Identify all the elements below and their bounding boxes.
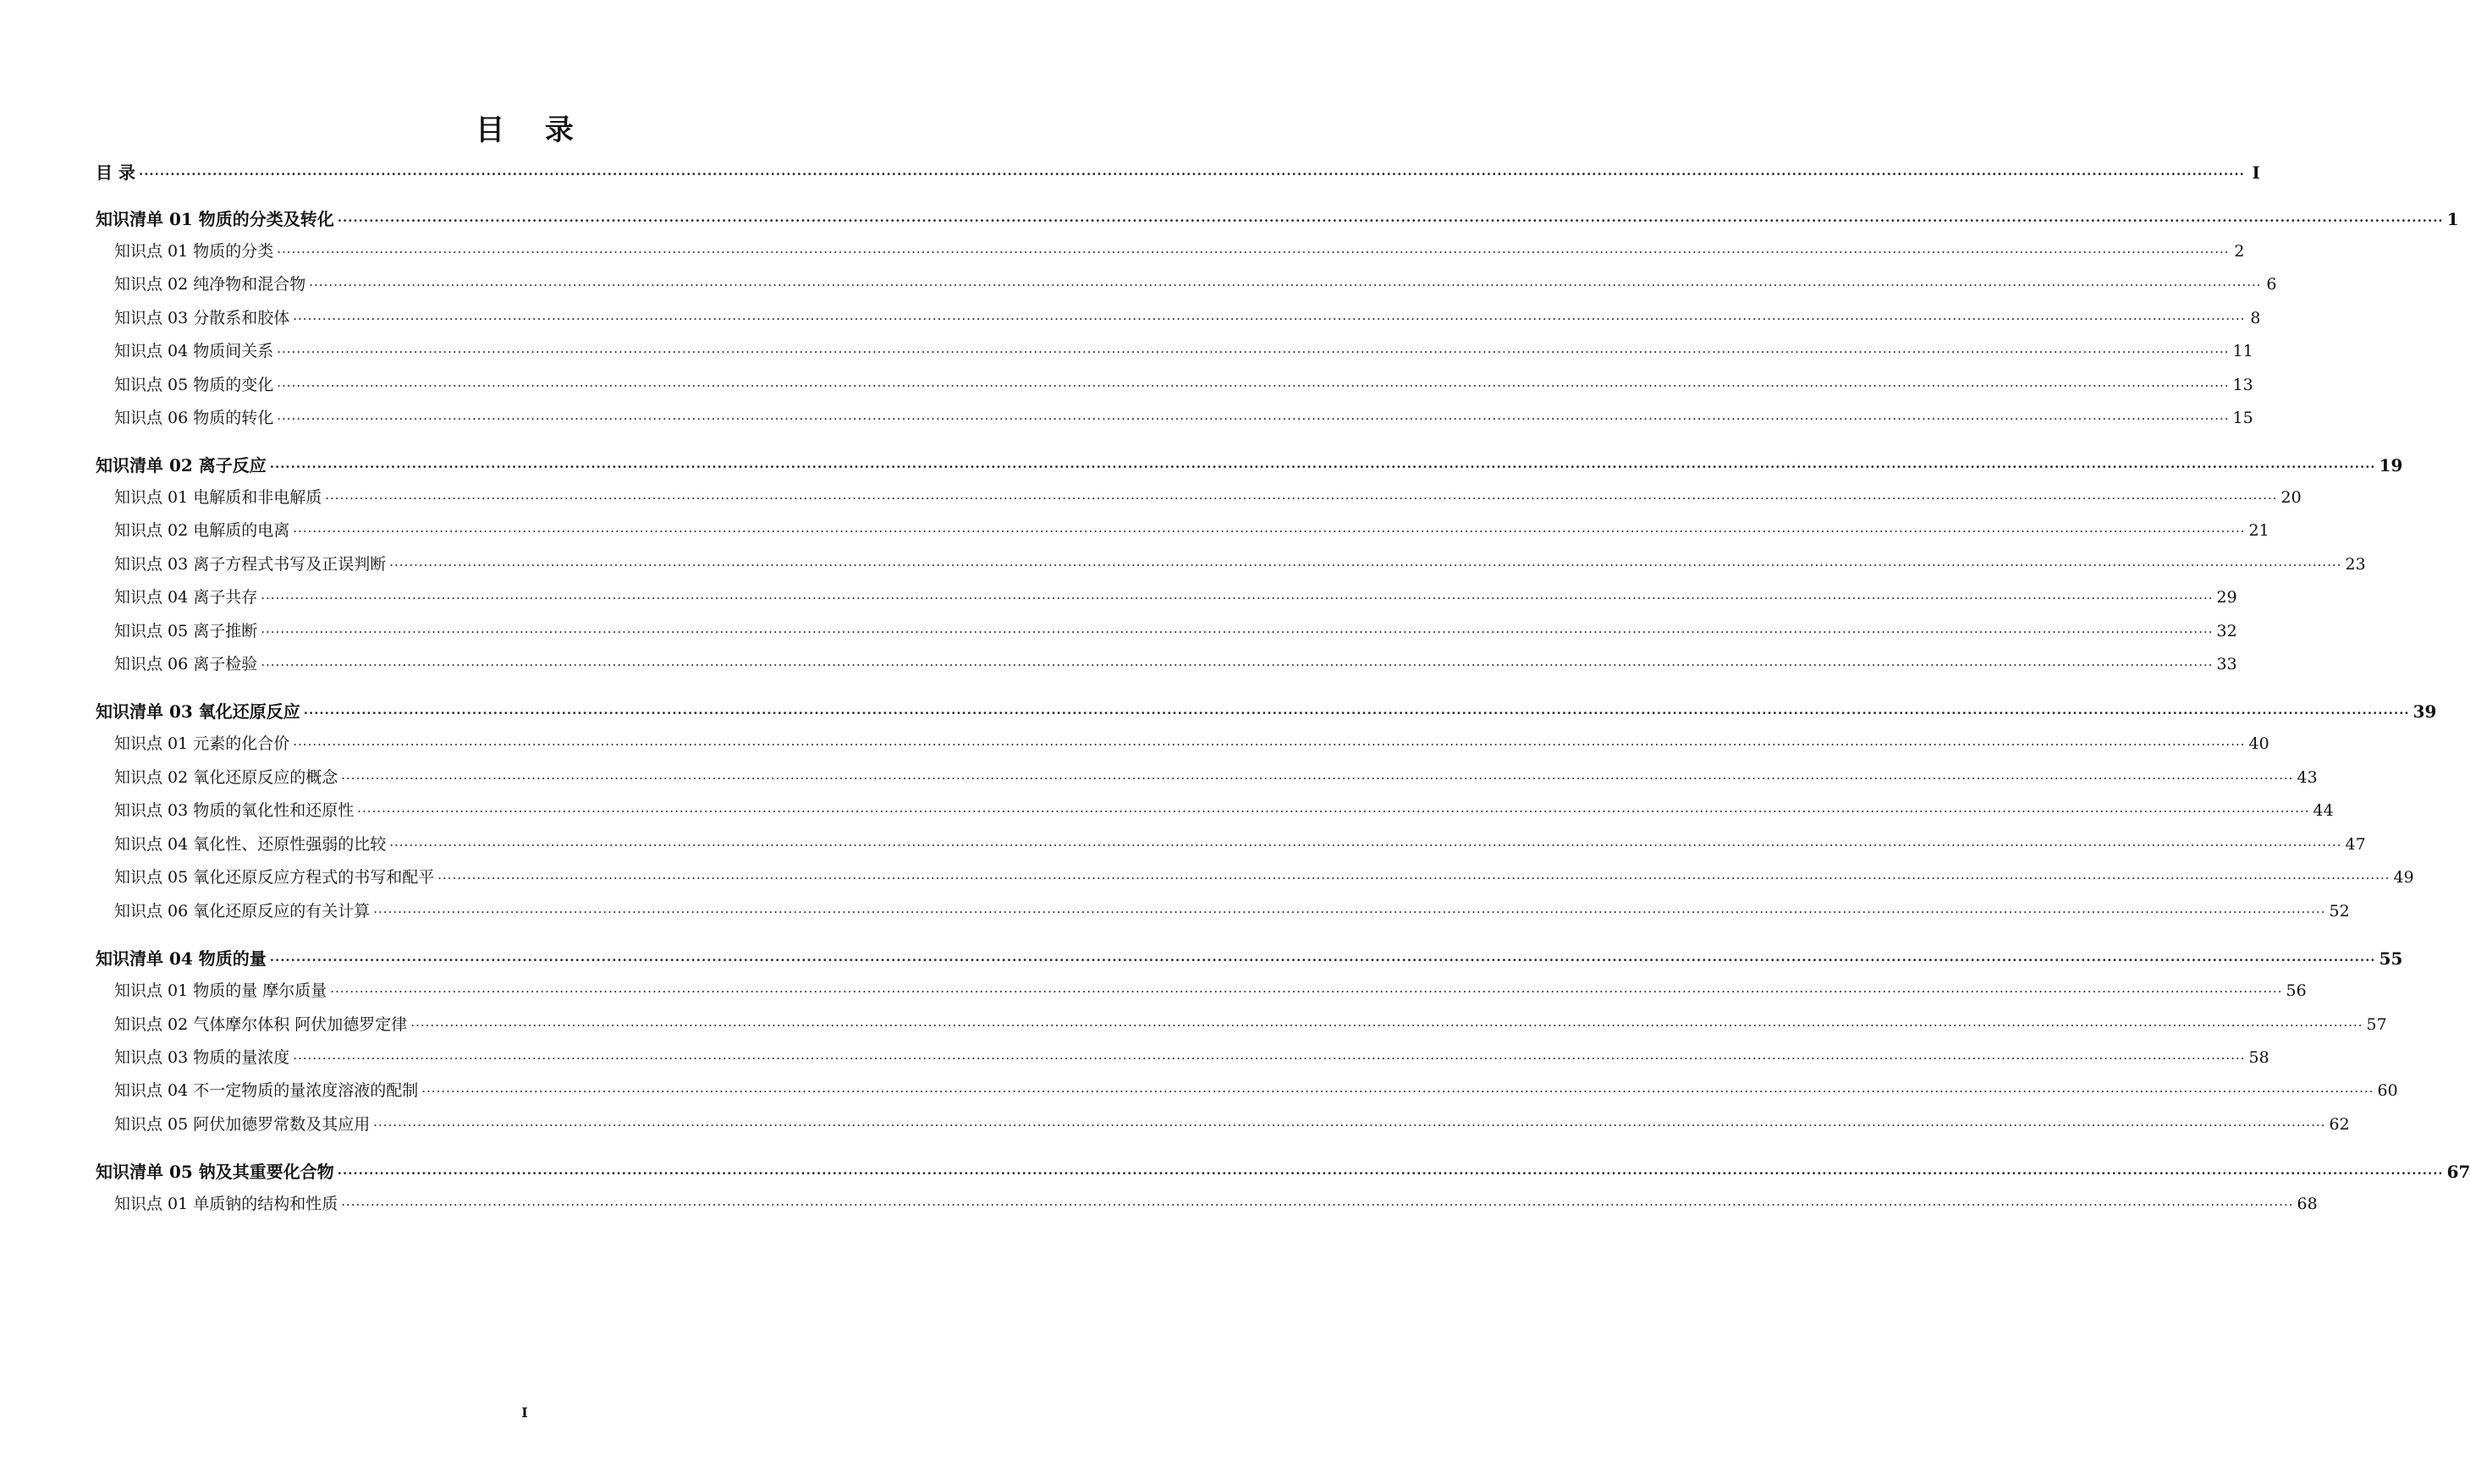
toc-entry-label: 知识点 04 离子共存: [114, 588, 258, 607]
toc-section-entry[interactable]: [96, 1012, 2387, 1037]
toc-entry-label: 知识点 04 物质间关系: [114, 342, 274, 360]
toc-section-entry[interactable]: [96, 1045, 2269, 1070]
toc-section-entry[interactable]: [96, 618, 2237, 644]
toc-dot-leader: ················································································································································································································································································································································································································: [261, 591, 2214, 606]
toc-entry-page-number: 62: [2329, 1115, 2350, 1134]
toc-section-entry[interactable]: [96, 978, 2307, 1003]
toc-entry-label: 知识点 02 纯净物和混合物: [114, 275, 306, 294]
toc-chapter-entry[interactable]: [96, 945, 2403, 970]
toc-chapter-entry[interactable]: [96, 698, 2437, 723]
toc-dot-leader: ················································································································································································································································································································································································································: [277, 245, 2230, 260]
toc-entry-label: 知识点 04 不一定物质的量浓度溶液的配制: [114, 1081, 419, 1100]
toc-dot-leader: ················································································································································································································································································································································································································: [261, 657, 2214, 673]
toc-entry-page-number: 39: [2412, 701, 2437, 722]
toc-dot-leader: ················································································································································································································································································································································································································: [293, 311, 2246, 327]
toc-section-entry[interactable]: [96, 798, 2334, 823]
toc-section-entry[interactable]: [96, 899, 2350, 924]
toc-dot-leader: ················································································································································································································································································································································································································: [410, 1018, 2363, 1033]
toc-dot-leader: ················································································································································································································································································································································································································: [277, 344, 2230, 360]
toc-entry-label: 知识点 03 分散系和胶体: [114, 309, 290, 327]
toc-section-entry[interactable]: [96, 865, 2414, 890]
toc-entry-page-number: 19: [2379, 455, 2403, 475]
toc-entry-page-number: 33: [2216, 655, 2237, 673]
toc-entry-label: 知识点 01 物质的量 摩尔质量: [114, 981, 327, 1000]
toc-entry-page-number: 6: [2266, 275, 2277, 294]
toc-dot-leader: ················································································································································································································································································································································································································: [421, 1084, 2374, 1099]
toc-dot-leader: ················································································································································································································································································································································································································: [373, 904, 2326, 920]
toc-entry-label: 目 录: [96, 162, 135, 183]
toc-entry-label: 知识点 06 氧化还原反应的有关计算: [114, 902, 371, 921]
toc-entry-label: 知识点 01 单质钠的结构和性质: [114, 1195, 338, 1213]
toc-chapter-entry[interactable]: [96, 206, 2459, 231]
toc-entry-label: 知识点 05 阿伏加德罗常数及其应用: [114, 1115, 371, 1134]
toc-section-entry[interactable]: [96, 372, 2253, 398]
toc-entry-page-number: 21: [2248, 521, 2269, 540]
toc-section-entry[interactable]: [96, 731, 2269, 756]
toc-entry-label: 知识点 01 物质的分类: [114, 242, 274, 261]
toc-dot-leader: ················································································································································································································································································································································································································: [303, 706, 2410, 721]
toc-section-entry[interactable]: [96, 585, 2237, 610]
toc-dot-leader: ················································································································································································································································································································································································································: [293, 524, 2246, 539]
toc-entry-page-number: 47: [2345, 835, 2366, 854]
toc-section-entry[interactable]: [96, 305, 2261, 331]
toc-section-entry[interactable]: [96, 405, 2253, 431]
toc-entry-page-number: 58: [2248, 1048, 2269, 1067]
toc-entry-page-number: 32: [2216, 622, 2237, 640]
toc-dot-leader: ················································································································································································································································································································································································································: [389, 558, 2342, 573]
toc-entry-label: 知识清单 04 物质的量: [96, 948, 267, 969]
toc-entry-label: 知识清单 05 钠及其重要化合物: [96, 1162, 334, 1182]
toc-section-entry[interactable]: [96, 272, 2277, 297]
toc-section-entry[interactable]: [96, 239, 2245, 264]
toc-entry-label: 知识点 06 物质的转化: [114, 409, 274, 427]
toc-dot-leader: ················································································································································································································································································································································································································: [277, 411, 2230, 426]
toc-dot-leader: ················································································································································································································································································································································································································: [437, 871, 2390, 886]
toc-entry-page-number: 29: [2216, 588, 2237, 607]
toc-entry-label: 知识点 05 离子推断: [114, 622, 258, 640]
toc-entry-label: 知识清单 03 氧化还原反应: [96, 701, 300, 722]
toc-entry-page-number: 52: [2329, 902, 2350, 921]
toc-dot-leader: ················································································································································································································································································································································································································: [293, 1051, 2246, 1066]
toc-dot-leader: ················································································································································································································································································································································································································: [337, 213, 2444, 228]
toc-dot-leader: ················································································································································································································································································································································································································: [330, 984, 2283, 999]
toc-entry-page-number: 20: [2280, 488, 2302, 507]
toc-entry-page-number: 2: [2234, 242, 2245, 261]
toc-section-entry[interactable]: [96, 338, 2253, 364]
toc-dot-leader: ················································································································································································································································································································································································································: [309, 278, 2262, 293]
toc-dot-leader: ················································································································································································································································································································································································································: [261, 624, 2214, 640]
toc-section-entry[interactable]: [96, 832, 2366, 857]
page-number-footer: I: [521, 1404, 528, 1421]
toc-section-entry[interactable]: [96, 552, 2366, 577]
toc-section-entry[interactable]: [96, 518, 2269, 543]
toc-chapter-entry[interactable]: [96, 1158, 2470, 1184]
toc-dot-leader: ················································································································································································································································································································································································································: [138, 167, 2245, 182]
toc-section-entry[interactable]: [96, 651, 2237, 677]
toc-entry-page-number: 56: [2286, 981, 2307, 1000]
toc-dot-leader: ················································································································································································································································································································································································································: [357, 804, 2310, 819]
toc-dot-leader: ················································································································································································································································································································································································································: [373, 1118, 2326, 1133]
toc-dot-leader: ················································································································································································································································································································································································································: [341, 1197, 2294, 1212]
toc-dot-leader: ················································································································································································································································································································································································································: [293, 737, 2246, 752]
toc-entry-page-number: 40: [2248, 734, 2269, 753]
toc-chapter-entry[interactable]: [96, 452, 2403, 477]
toc-entry-page-number: 43: [2297, 768, 2318, 787]
toc-dot-leader: ················································································································································································································································································································································································································: [389, 838, 2342, 853]
toc-section-entry[interactable]: [96, 765, 2318, 790]
toc-entry-page-number: 11: [2232, 342, 2253, 360]
toc-entry-label: 知识点 02 电解质的电离: [114, 521, 290, 540]
toc-entry-page-number: 8: [2250, 309, 2261, 327]
toc-entry-label: 知识点 02 氧化还原反应的概念: [114, 768, 338, 787]
toc-entry-page-number: 44: [2313, 801, 2334, 820]
toc-dot-leader: ················································································································································································································································································································································································································: [269, 459, 2376, 475]
toc-entry-label: 知识点 03 离子方程式书写及正误判断: [114, 555, 387, 574]
toc-entry-page-number: 60: [2377, 1081, 2398, 1100]
toc-entry-label: 知识点 03 物质的氧化性和还原性: [114, 801, 355, 820]
toc-entry-page-number: 67: [2446, 1162, 2470, 1182]
toc-entry-label: 知识点 04 氧化性、还原性强弱的比较: [114, 835, 387, 854]
toc-entry-page-number: 13: [2232, 376, 2253, 394]
toc-entry-page-number: 1: [2446, 209, 2459, 229]
toc-entry-page-number: 57: [2366, 1015, 2387, 1034]
toc-entry-page-number: 23: [2345, 555, 2366, 574]
toc-chapter-entry[interactable]: [96, 159, 2260, 184]
toc-entry-page-number: 55: [2379, 948, 2403, 969]
toc-entry-label: 知识点 01 电解质和非电解质: [114, 488, 322, 507]
toc-entry-label: 知识点 05 氧化还原反应方程式的书写和配平: [114, 868, 435, 887]
toc-entry-page-number: 15: [2232, 409, 2253, 427]
toc-entry-label: 知识点 02 气体摩尔体积 阿伏加德罗定律: [114, 1015, 408, 1034]
toc-section-entry[interactable]: [96, 1078, 2398, 1103]
toc-dot-leader: ················································································································································································································································································································································································································: [341, 771, 2294, 786]
page-title: 目 录: [476, 113, 589, 147]
toc-section-entry[interactable]: [96, 485, 2302, 510]
toc-entry-label: 知识点 05 物质的变化: [114, 376, 274, 394]
toc-entry-page-number: 68: [2297, 1195, 2318, 1213]
toc-entry-label: 知识点 03 物质的量浓度: [114, 1048, 290, 1067]
toc-dot-leader: ················································································································································································································································································································································································································: [337, 1166, 2444, 1181]
toc-section-entry[interactable]: [96, 1191, 2318, 1217]
toc-entry-label: 知识点 06 离子检验: [114, 655, 258, 673]
toc-entry-page-number: 49: [2393, 868, 2414, 887]
toc-entry-label: 知识清单 02 离子反应: [96, 455, 267, 475]
toc-dot-leader: ················································································································································································································································································································································································································: [269, 953, 2376, 968]
toc-entry-label: 知识点 01 元素的化合价: [114, 734, 290, 753]
toc-dot-leader: ················································································································································································································································································································································································································: [277, 378, 2230, 393]
toc-dot-leader: ················································································································································································································································································································································································································: [325, 491, 2278, 506]
toc-entry-label: 知识清单 01 物质的分类及转化: [96, 209, 334, 229]
toc-section-entry[interactable]: [96, 1112, 2350, 1137]
toc-entry-page-number: I: [2252, 162, 2260, 183]
